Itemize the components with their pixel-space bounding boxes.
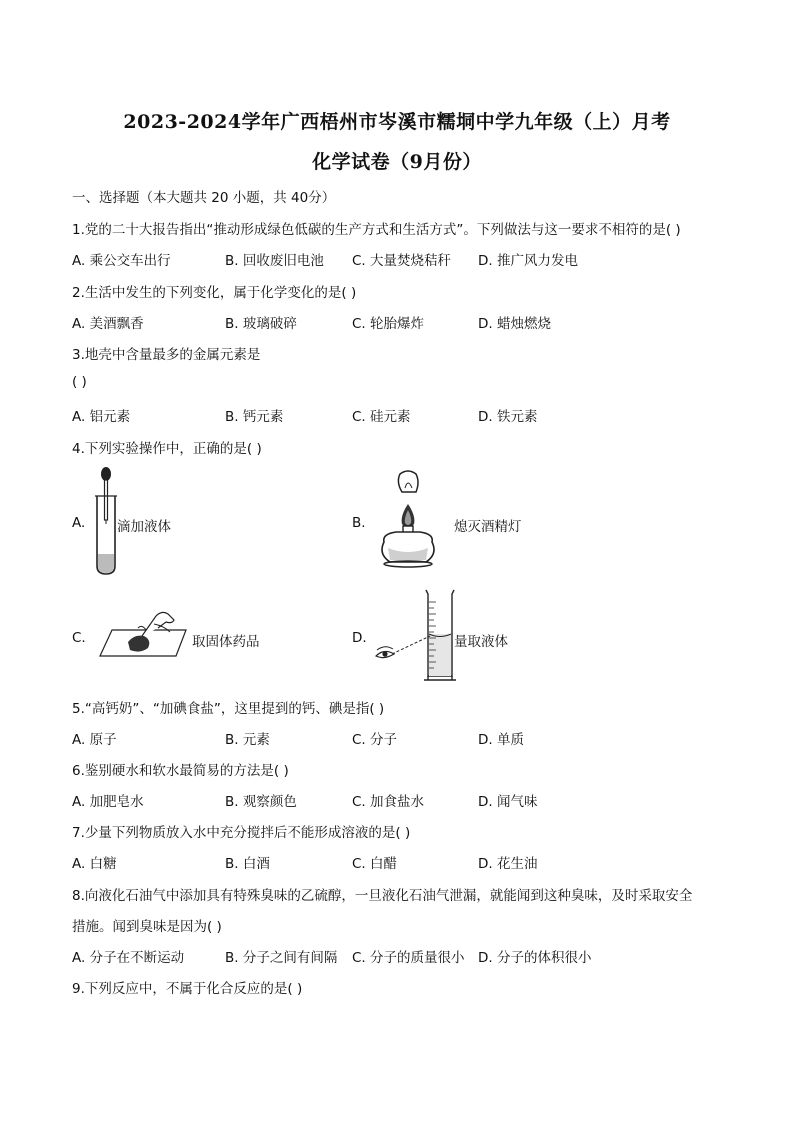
question-7-option-c[interactable]: C. 白醋	[352, 856, 398, 872]
question-5-option-d[interactable]: D. 单质	[478, 732, 524, 748]
question-6-stem: 6.鉴别硬水和软水最简易的方法是( )	[72, 763, 289, 779]
question-3-stem: 3.地壳中含量最多的金属元素是	[72, 347, 261, 363]
question-8-option-b[interactable]: B. 分子之间有间隔	[225, 950, 338, 966]
question-3-option-c[interactable]: C. 硅元素	[352, 409, 411, 425]
question-8-option-d[interactable]: D. 分子的体积很小	[478, 950, 592, 966]
question-4-option-c-letter[interactable]: C.	[72, 630, 86, 646]
question-2-option-c[interactable]: C. 轮胎爆炸	[352, 316, 425, 332]
question-8-stem-line2: 措施。闻到臭味是因为( )	[72, 919, 222, 935]
question-8-option-a[interactable]: A. 分子在不断运动	[72, 950, 185, 966]
question-5-option-b[interactable]: B. 元素	[225, 732, 270, 748]
question-3-option-b[interactable]: B. 钙元素	[225, 409, 284, 425]
question-8-stem-line1: 8.向液化石油气中添加具有特殊臭味的乙硫醇，一旦液化石油气泄漏，就能闻到这种臭味，及时采取安全	[72, 888, 693, 904]
question-2-option-b[interactable]: B. 玻璃破碎	[225, 316, 297, 332]
exam-title-line1: 2023-2024学年广西梧州市岑溪市糯垌中学九年级（上）月考	[123, 111, 671, 133]
question-4-option-c-caption: 取固体药品	[192, 634, 260, 650]
question-4-option-b-caption: 熄灭酒精灯	[454, 519, 522, 535]
question-9-stem: 9.下列反应中，不属于化合反应的是( )	[72, 981, 303, 997]
question-1-option-a[interactable]: A. 乘公交车出行	[72, 253, 171, 269]
question-5-stem: 5.“高钙奶”、“加碘食盐”，这里提到的钙、碘是指( )	[72, 701, 385, 717]
question-4-option-d-caption: 量取液体	[454, 634, 508, 650]
question-5-option-c[interactable]: C. 分子	[352, 732, 398, 748]
question-4-option-a-letter[interactable]: A.	[72, 515, 86, 531]
question-7-option-a[interactable]: A. 白糖	[72, 856, 117, 872]
question-1-option-b[interactable]: B. 回收废旧电池	[225, 253, 324, 269]
question-5-option-a[interactable]: A. 原子	[72, 732, 117, 748]
question-7-option-d[interactable]: D. 花生油	[478, 856, 538, 872]
dropper-test-tube-icon	[92, 466, 120, 576]
question-2-option-a[interactable]: A. 美酒飘香	[72, 316, 144, 332]
question-1-option-c[interactable]: C. 大量焚烧秸秆	[352, 253, 452, 269]
question-4-option-b-letter[interactable]: B.	[352, 515, 366, 531]
section-heading: 一、选择题（本大题共 20 小题，共 40分）	[72, 190, 336, 206]
question-3-option-d[interactable]: D. 铁元素	[478, 409, 538, 425]
question-7-stem: 7.少量下列物质放入水中充分搅拌后不能形成溶液的是( )	[72, 825, 411, 841]
question-4-option-d-letter[interactable]: D.	[352, 630, 367, 646]
question-2-option-d[interactable]: D. 蜡烛燃烧	[478, 316, 551, 332]
question-6-option-b[interactable]: B. 观察颜色	[225, 794, 297, 810]
graduated-cylinder-eye-icon	[372, 588, 458, 684]
question-8-option-c[interactable]: C. 分子的质量很小	[352, 950, 465, 966]
exam-title-line2: 化学试卷（9月份）	[312, 151, 482, 173]
question-2-stem: 2.生活中发生的下列变化，属于化学变化的是( )	[72, 285, 357, 301]
question-1-option-d[interactable]: D. 推广风力发电	[478, 253, 578, 269]
question-3-answer-paren: ( )	[72, 374, 87, 390]
question-1-stem: 1.党的二十大报告指出“推动形成绿色低碳的生产方式和生活方式”。下列做法与这一要求不相符的是( )	[72, 222, 681, 238]
hand-solid-reagent-icon	[98, 606, 190, 662]
question-6-option-a[interactable]: A. 加肥皂水	[72, 794, 144, 810]
question-6-option-d[interactable]: D. 闻气味	[478, 794, 538, 810]
question-4-option-a-caption: 滴加液体	[117, 519, 171, 535]
question-7-option-b[interactable]: B. 白酒	[225, 856, 270, 872]
question-3-option-a[interactable]: A. 铝元素	[72, 409, 131, 425]
alcohol-lamp-icon	[372, 470, 444, 572]
question-6-option-c[interactable]: C. 加食盐水	[352, 794, 425, 810]
question-4-stem: 4.下列实验操作中，正确的是( )	[72, 441, 262, 457]
